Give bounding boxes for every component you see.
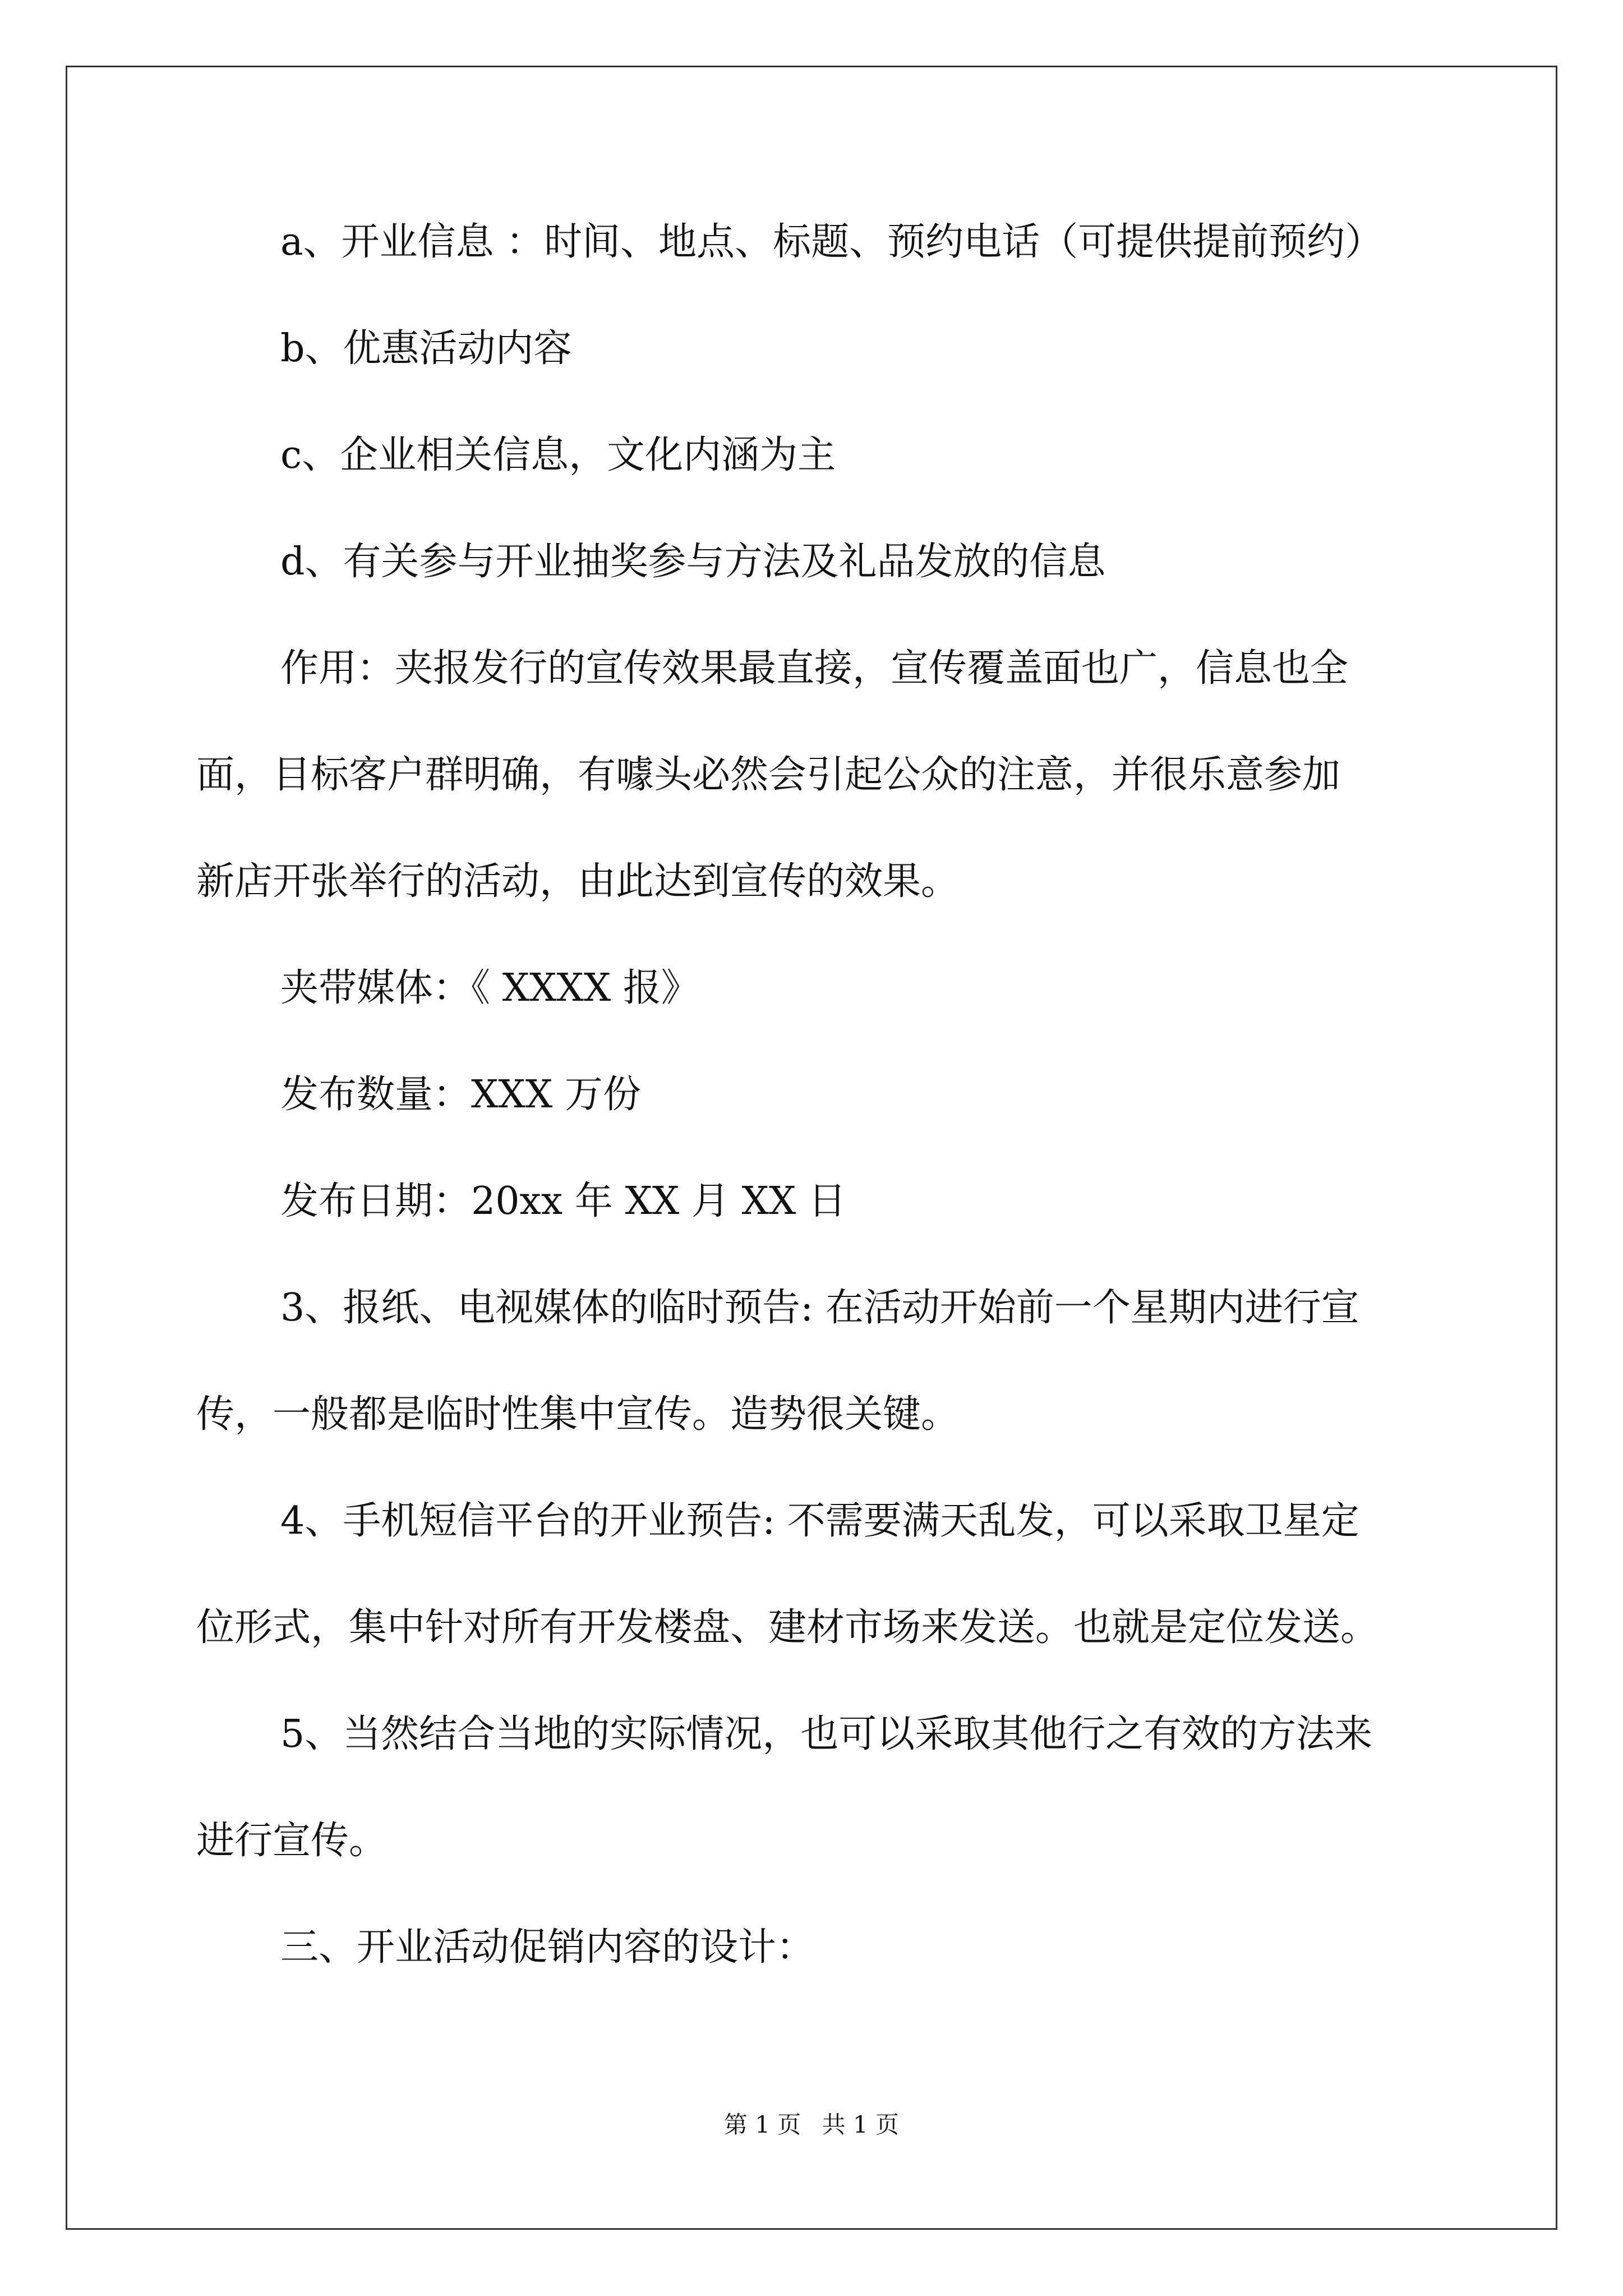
paragraph-line: 4、手机短信平台的开业预告: 不需要满天乱发，可以采取卫星定 xyxy=(280,1499,1359,1543)
paragraph-line: 位形式，集中针对所有开发楼盘、建材市场来发送。也就是定位发送。 xyxy=(196,1605,1379,1650)
paragraph-line: 发布数量：XXX 万份 xyxy=(280,1073,641,1117)
page-border xyxy=(66,66,1557,2230)
paragraph-line: a、开业信息 ：时间、地点、标题、预约电话（可提供提前预约） xyxy=(280,220,1384,264)
paragraph-line: 面，目标客户群明确，有噱头必然会引起公众的注意，并很乐意参加 xyxy=(196,753,1341,797)
paragraph-line: c、企业相关信息，文化内涵为主 xyxy=(280,433,836,477)
paragraph-line: 作用：夹报发行的宣传效果最直接，宣传覆盖面也广，信息也全 xyxy=(280,646,1349,691)
paragraph-line: 发布日期：20xx 年 XX 月 XX 日 xyxy=(280,1179,846,1223)
paragraph-line: d、有关参与开业抽奖参与方法及礼品发放的信息 xyxy=(280,540,1106,584)
paragraph-line: 传，一般都是临时性集中宣传。造势很关键。 xyxy=(196,1392,960,1437)
paragraph-line: 三、开业活动促销内容的设计： xyxy=(280,1925,815,1970)
page-footer xyxy=(0,2106,1623,2140)
paragraph-line: 夹带媒体：《 XXXX 报》 xyxy=(280,966,699,1010)
page-number-total: 共 1 页 xyxy=(822,2111,900,2138)
paragraph-line: 进行宣传。 xyxy=(196,1819,388,1863)
paragraph-line: b、优惠活动内容 xyxy=(280,326,572,371)
paragraph-line: 5、当然结合当地的实际情况，也可以采取其他行之有效的方法来 xyxy=(280,1712,1373,1756)
page-number-current: 第 1 页 xyxy=(723,2111,801,2138)
paragraph-line: 3、报纸、电视媒体的临时预告: 在活动开始前一个星期内进行宣 xyxy=(280,1286,1359,1330)
paragraph-line: 新店开张举行的活动，由此达到宣传的效果。 xyxy=(196,859,960,904)
